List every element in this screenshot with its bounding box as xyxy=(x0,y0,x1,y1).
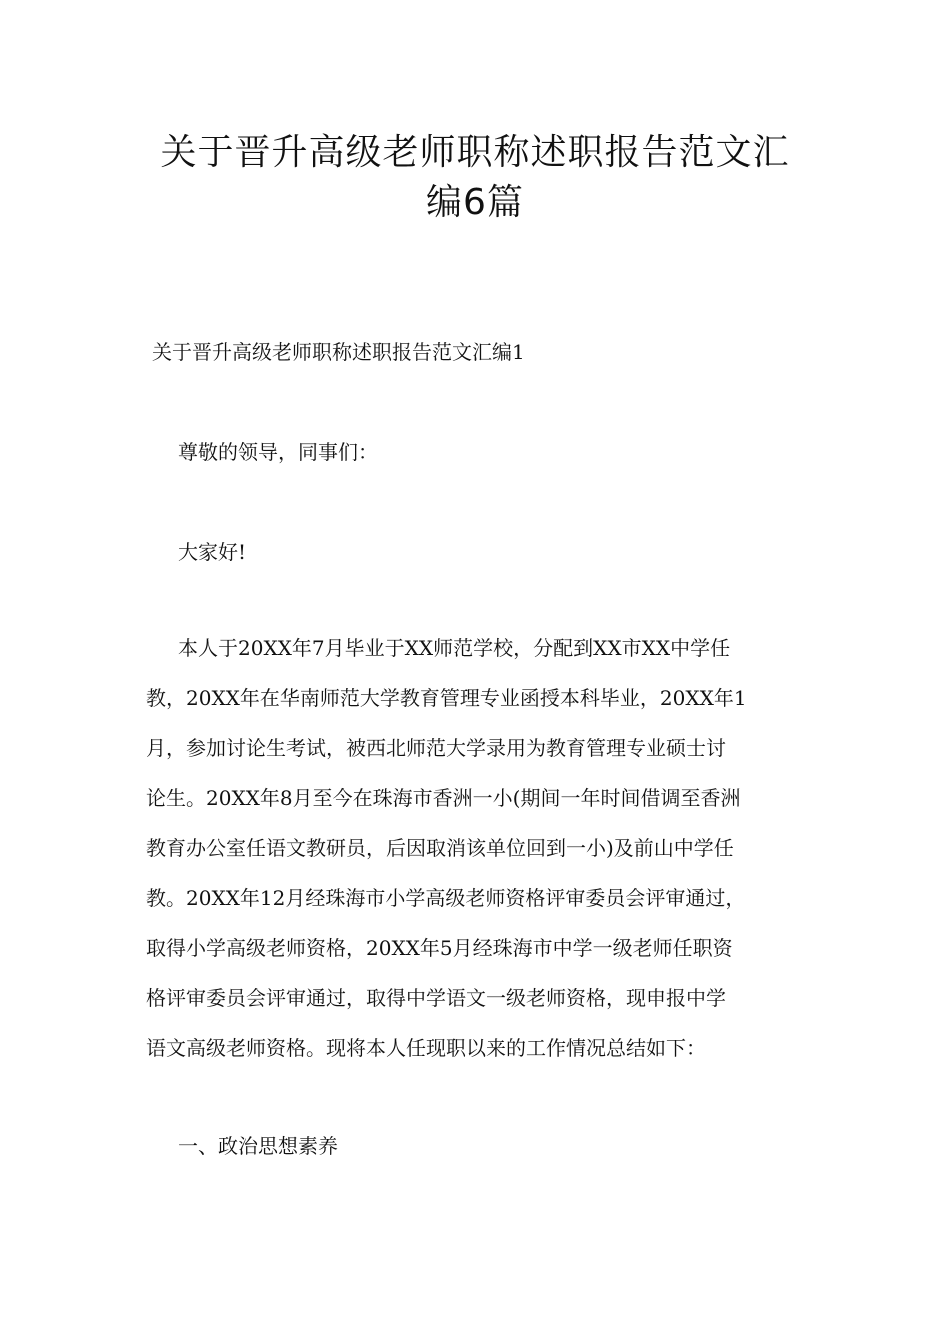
document-title xyxy=(120,128,830,228)
section-heading: 关于晋升高级老师职称述职报告范文汇编1 xyxy=(152,340,525,364)
paragraph-line: 取得小学高级老师资格，20XX年5月经珠海市中学一级老师任职资 xyxy=(146,936,733,960)
paragraph-line: 本人于20XX年7月毕业于XX师范学校，分配到XX市XX中学任 xyxy=(178,636,731,660)
intro-paragraph xyxy=(146,634,816,1084)
greeting-line: 尊敬的领导，同事们： xyxy=(178,440,378,464)
paragraph-line: 格评审委员会评审通过，取得中学语文一级老师资格，现申报中学 xyxy=(146,986,726,1010)
title-line-2: 编6篇 xyxy=(426,182,524,223)
subheading-political-quality: 一、政治思想素养 xyxy=(178,1134,338,1158)
paragraph-line: 教，20XX年在华南师范大学教育管理专业函授本科毕业，20XX年1 xyxy=(146,686,747,710)
salutation-line: 大家好! xyxy=(178,540,247,564)
paragraph-line: 语文高级老师资格。现将本人任现职以来的工作情况总结如下： xyxy=(146,1036,706,1060)
paragraph-line: 月，参加讨论生考试，被西北师范大学录用为教育管理专业硕士讨 xyxy=(146,736,726,760)
title-line-1: 关于晋升高级老师职称述职报告范文汇 xyxy=(160,132,790,173)
paragraph-line: 教育办公室任语文教研员，后因取消该单位回到一小)及前山中学任 xyxy=(146,836,734,860)
paragraph-line: 论生。20XX年8月至今在珠海市香洲一小(期间一年时间借调至香洲 xyxy=(146,786,741,810)
paragraph-line: 教。20XX年12月经珠海市小学高级老师资格评审委员会评审通过， xyxy=(146,886,746,910)
